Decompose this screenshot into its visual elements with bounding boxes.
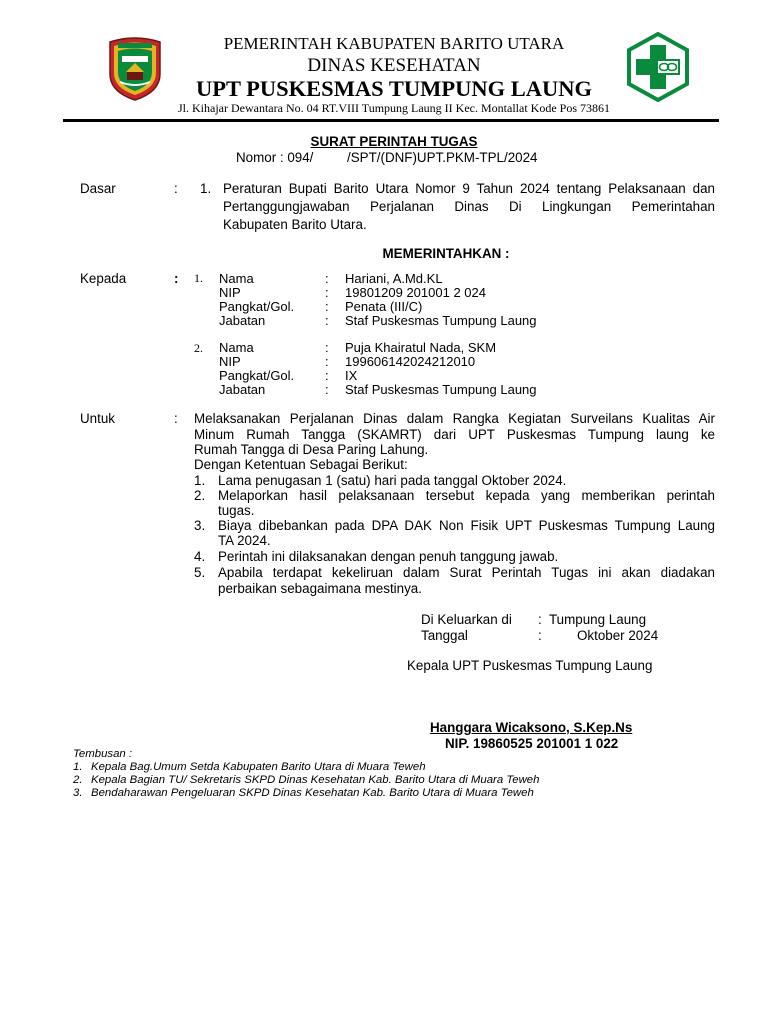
person-name: Puja Khairatul Nada, SKM (345, 340, 497, 355)
provision-text: Apabila terdapat kekeliruan dalam Surat Perintah Tugas ini akan diadakan (218, 565, 715, 580)
tembusan-number: 1. (73, 761, 83, 773)
provision-text: Lama penugasan 1 (satu) hari pada tanggal Oktober 2024. (218, 473, 567, 488)
person-field-key: NIP (219, 285, 241, 300)
provision-text: tugas. (218, 503, 255, 518)
letterhead-unit: UPT PUSKESMAS TUMPUNG LAUNG (195, 76, 593, 101)
person-field-key: Pangkat/Gol. (219, 368, 295, 383)
provision-number: 4. (194, 549, 206, 564)
provision-text: TA 2024. (218, 533, 271, 548)
issued-date-label: Tanggal (421, 628, 468, 643)
untuk-line: Dengan Ketentuan Sebagai Berikut: (194, 457, 408, 472)
person-rank: Penata (III/C) (345, 299, 423, 314)
untuk-label: Untuk (80, 411, 115, 426)
person-field-colon: : (325, 271, 329, 286)
person-field-key: Pangkat/Gol. (219, 299, 295, 314)
tembusan-number: 2. (73, 774, 83, 786)
issued-place-value: Tumpung Laung (549, 612, 647, 627)
person-field-colon: : (325, 299, 329, 314)
provision-text: perbaikan sebagaimana mestinya. (218, 581, 422, 596)
person-field-key: Jabatan (219, 313, 266, 328)
tembusan-item: Bendaharawan Pengeluaran SKPD Dinas Kesehatan Kab. Barito Utara di Muara Teweh (91, 787, 534, 799)
document-number-suffix: /SPT/(DNF)UPT.PKM-TPL/2024 (347, 150, 538, 165)
person-position: Staf Puskesmas Tumpung Laung (345, 313, 537, 328)
untuk-line: Minum Rumah Tangga (SKAMRT) dari UPT Puskesmas Tumpung laung ke (194, 427, 715, 442)
provision-text: Biaya dibebankan pada DPA DAK Non Fisik UPT Puskesmas Tumpung Laung (218, 518, 715, 533)
person-nip: 199606142024212010 (345, 354, 476, 369)
issued-date-colon: : (538, 628, 542, 643)
person-field-colon: : (325, 340, 329, 355)
person-field-colon: : (325, 368, 329, 383)
signatory-nip: NIP. 19860525 201001 1 022 (445, 736, 619, 751)
provision-number: 2. (194, 488, 206, 503)
provision-number: 3. (194, 518, 206, 533)
memerintahkan-heading: MEMERINTAHKAN : (382, 246, 510, 261)
tembusan-label: Tembusan : (73, 748, 133, 760)
kepada-colon: : (174, 271, 179, 286)
tembusan-item: Kepala Bagian TU/ Sekretaris SKPD Dinas Kesehatan Kab. Barito Utara di Muara Teweh (91, 774, 540, 786)
person-number: 2. (194, 341, 203, 355)
provision-text: Melaporkan hasil pelaksanaan tersebut kepada yang memberikan perintah (218, 488, 715, 503)
dasar-line: Peraturan Bupati Barito Utara Nomor 9 Tahun 2024 tentang Pelaksanaan dan (223, 181, 715, 196)
letterhead-government: PEMERINTAH KABUPATEN BARITO UTARA (223, 34, 565, 53)
person-field-colon: : (325, 285, 329, 300)
person-field-key: Jabatan (219, 382, 266, 397)
person-field-key: Nama (219, 271, 254, 286)
person-position: Staf Puskesmas Tumpung Laung (345, 382, 537, 397)
dasar-label: Dasar (80, 181, 116, 196)
signatory-name: Hanggara Wicaksono, S.Kep.Ns (430, 720, 633, 735)
untuk-colon: : (174, 411, 178, 426)
document-number-prefix: Nomor : 094/ (236, 150, 314, 165)
issued-date-value: Oktober 2024 (577, 628, 659, 643)
person-field-key: NIP (219, 354, 241, 369)
kepada-label: Kepada (80, 271, 127, 286)
tembusan-item: Kepala Bag.Umum Setda Kabupaten Barito Utara di Muara Teweh (91, 761, 426, 773)
dasar-line: Pertanggungjawaban Perjalanan Dinas Di Lingkungan Pemerintahan (223, 199, 715, 214)
letterhead-agency: DINAS KESEHATAN (307, 55, 481, 76)
person-rank: IX (345, 368, 358, 383)
signatory-position: Kepala UPT Puskesmas Tumpung Laung (407, 658, 653, 673)
person-nip: 19801209 201001 2 024 (345, 285, 486, 300)
letterhead-address: Jl. Kihajar Dewantara No. 04 RT.VIII Tumpung Laung II Kec. Montallat Kode Pos 73861 (178, 101, 610, 115)
provision-number: 1. (194, 473, 206, 488)
untuk-line: Melaksanakan Perjalanan Dinas dalam Rangka Kegiatan Surveilans Kualitas Air (194, 411, 715, 426)
provision-number: 5. (194, 565, 206, 580)
person-field-colon: : (325, 354, 329, 369)
issued-place-label: Di Keluarkan di (421, 612, 512, 627)
person-field-key: Nama (219, 340, 254, 355)
tembusan-number: 3. (73, 787, 83, 799)
provision-text: Perintah ini dilaksanakan dengan penuh tanggung jawab. (218, 549, 559, 564)
issued-place-colon: : (538, 612, 542, 627)
untuk-line: Rumah Tangga di Desa Paring Lahung. (194, 442, 429, 457)
person-field-colon: : (325, 313, 329, 328)
dasar-item-number: 1. (200, 181, 212, 196)
person-number: 1. (194, 271, 203, 285)
letterhead-divider (63, 119, 719, 122)
dasar-colon: : (174, 181, 178, 196)
person-name: Hariani, A.Md.KL (345, 271, 443, 286)
person-field-colon: : (325, 382, 329, 397)
dasar-line: Kabupaten Barito Utara. (223, 217, 367, 232)
document-title: SURAT PERINTAH TUGAS (310, 134, 478, 149)
